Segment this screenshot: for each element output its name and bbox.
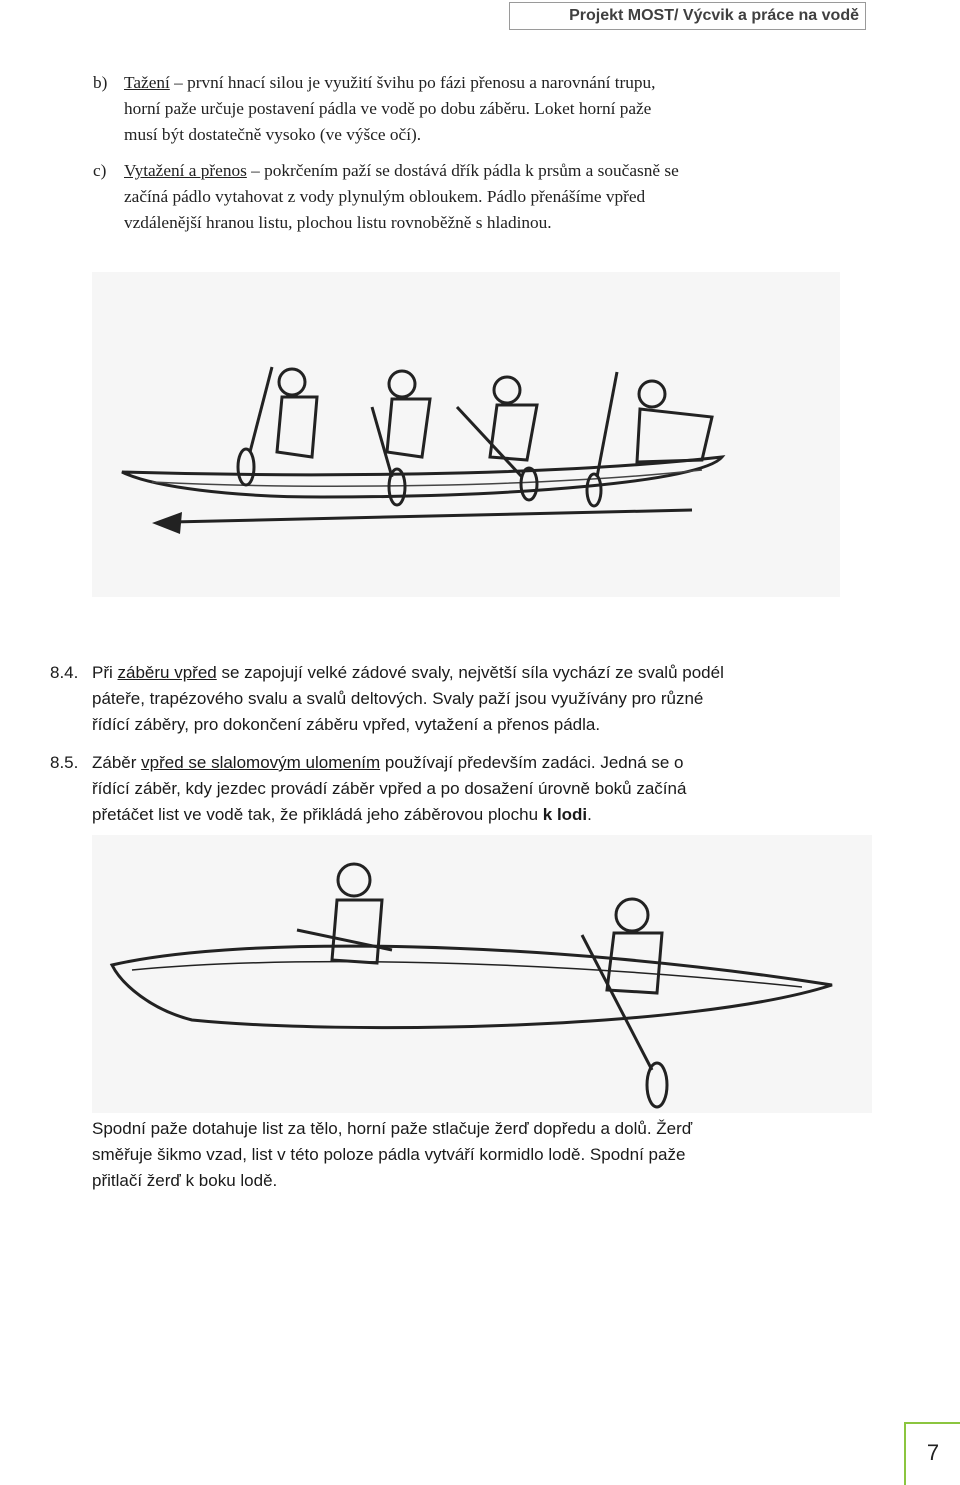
item-c-text: [124, 158, 884, 236]
section-8-5-end: .: [587, 805, 592, 824]
slalom-stroke-figure: [92, 835, 872, 1113]
closing-line2: směřuje šikmo vzad, list v této poloze pádla vytváří kormidlo lodě. Spodní paže: [92, 1145, 686, 1164]
section-8-5-text: [92, 750, 902, 828]
slalom-stroke-drawing: [92, 835, 872, 1113]
section-8-4-text: [92, 660, 892, 686]
section-8-4-number: 8.4.: [50, 663, 79, 682]
item-c-term: Vytažení a přenos: [124, 161, 247, 180]
closing-paragraph: [92, 1116, 912, 1194]
section-8-5-number: 8.5.: [50, 753, 79, 772]
canoe-stroke-drawing: [92, 272, 840, 597]
section-8-4-line1: se zapojují velké zádové svaly, největší síla vychází ze svalů podél: [216, 663, 724, 682]
canoe-stroke-figure: [92, 272, 840, 597]
item-b-term: Tažení: [124, 73, 170, 92]
item-b-text: [124, 70, 884, 148]
item-c-line3: vzdálenější hranou listu, plochou listu rovnoběžně s hladinou.: [124, 213, 552, 232]
section-8-5-line3: přetáčet list ve vodě tak, že přikládá jeho záběrovou plochu: [92, 805, 543, 824]
section-8-5-lead: Záběr: [92, 753, 142, 772]
section-8-4-term: záběru vpřed: [117, 663, 217, 682]
page-header: Projekt MOST/ Výcvik a práce na vodě: [509, 2, 866, 30]
item-b-line2: horní paže určuje postavení pádla ve vodě po dobu záběru. Loket horní paže: [124, 99, 652, 118]
item-b-line1: – první hnací silou je využití švihu po fázi přenosu a narovnání trupu,: [169, 73, 656, 92]
section-8-4-lead: Při: [92, 663, 118, 682]
section-8-5-line1: používají především zadáci. Jedná se o: [380, 753, 684, 772]
section-8-4-line3: řídící záběry, pro dokončení záběru vpřed, vytažení a přenos pádla.: [92, 715, 601, 734]
closing-line1: Spodní paže dotahuje list za tělo, horní paže stlačuje žerď dopředu a dolů. Žerď: [92, 1119, 693, 1138]
item-c-line2: začíná pádlo vytahovat z vody plynulým obloukem. Pádlo přenášíme vpřed: [124, 187, 646, 206]
item-c-label: c): [93, 161, 107, 180]
closing-line3: přitlačí žerď k boku lodě.: [92, 1171, 278, 1190]
page-number: 7: [904, 1422, 960, 1485]
section-8-5-term: vpřed se slalomovým ulomením: [141, 753, 381, 772]
section-8-5-line2: řídící záběr, kdy jezdec provádí záběr vpřed a po dosažení úrovně boků začíná: [92, 779, 687, 798]
section-8-4-line2: páteře, trapézového svalu a svalů deltových. Svaly paží jsou využívány pro různé: [92, 689, 704, 708]
section-8-4-cont: [92, 686, 902, 738]
item-c-line1: – pokrčením paží se dostává dřík pádla k prsům a současně se: [246, 161, 679, 180]
item-b-label: b): [93, 73, 108, 92]
item-b-line3: musí být dostatečně vysoko (ve výšce očí).: [124, 125, 422, 144]
section-8-5-bold: k lodi: [542, 805, 588, 824]
